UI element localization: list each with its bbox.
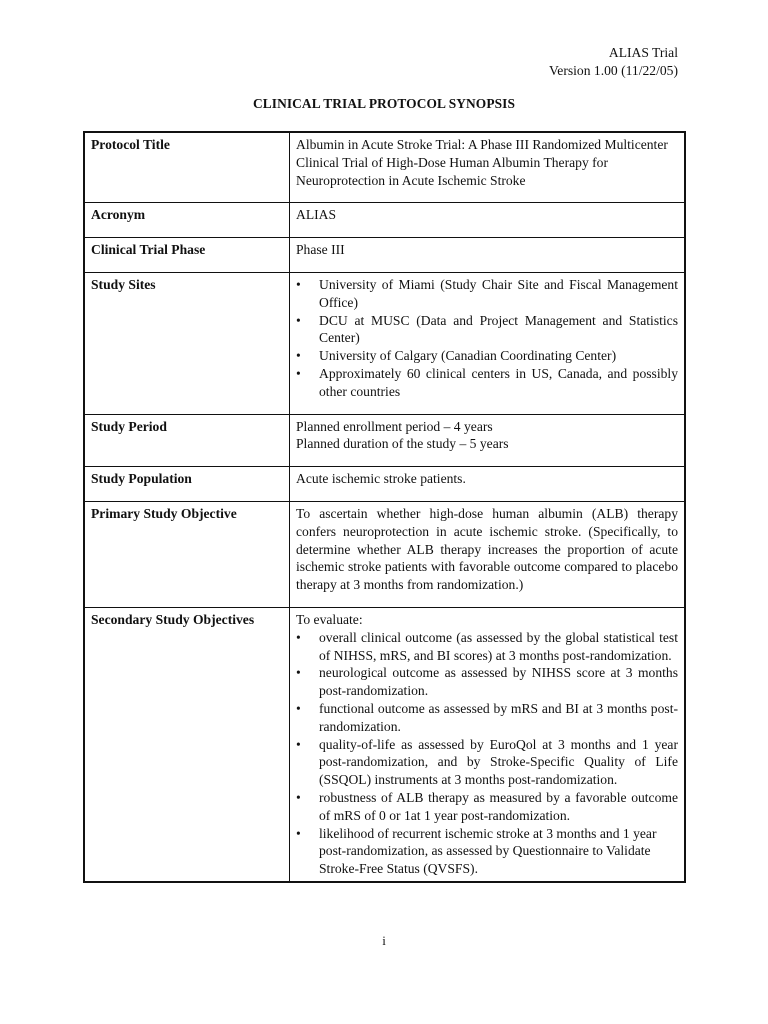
- list-item: • University of Miami (Study Chair Site and Fiscal Management Office): [296, 276, 678, 312]
- row-primary-objective: [84, 501, 685, 607]
- acronym-label: Acronym: [84, 203, 290, 238]
- row-acronym: [84, 203, 685, 238]
- header-trial-name: ALIAS Trial: [608, 45, 678, 60]
- page-number: i: [382, 933, 386, 948]
- row-study-population: [84, 467, 685, 502]
- document-title: CLINICAL TRIAL PROTOCOL SYNOPSIS: [252, 96, 516, 111]
- header-version: Version 1.00 (11/22/05): [548, 63, 678, 78]
- primary-objective-label: Primary Study Objective: [84, 501, 290, 607]
- study-population-value: Acute ischemic stroke patients.: [290, 467, 686, 502]
- list-item: • University of Calgary (Canadian Coordinating Center): [296, 347, 678, 365]
- study-period-value: [290, 414, 686, 467]
- row-phase: [84, 238, 685, 273]
- protocol-title-value: Albumin in Acute Stroke Trial: A Phase III Randomized Multicenter Clinical Trial of High-Dose Human Albumin Therapy for Neuroprotection in Acute Ischemic Stroke: [290, 132, 686, 203]
- study-sites-value: [290, 272, 686, 414]
- row-protocol-title: [84, 132, 685, 203]
- list-item: • neurological outcome as assessed by NIHSS score at 3 months post-randomization.: [296, 664, 678, 700]
- row-study-period: [84, 414, 685, 467]
- study-population-label: Study Population: [84, 467, 290, 502]
- list-item: • functional outcome as assessed by mRS and BI at 3 months post-randomization.: [296, 700, 678, 736]
- phase-value: Phase III: [290, 238, 686, 273]
- secondary-objectives-list: [296, 629, 678, 878]
- secondary-objectives-label: Secondary Study Objectives: [84, 607, 290, 881]
- synopsis-table: [83, 131, 686, 883]
- row-secondary-objectives: [84, 607, 685, 881]
- list-item: • DCU at MUSC (Data and Project Management and Statistics Center): [296, 312, 678, 348]
- study-duration: Planned duration of the study – 5 years: [296, 436, 509, 452]
- list-item: • quality-of-life as assessed by EuroQol at 3 months and 1 year post-randomization, and by Stroke-Specific Quality of Life (SSQOL) instruments at 3 months post-randomization.: [296, 736, 678, 789]
- phase-label: Clinical Trial Phase: [84, 238, 290, 273]
- list-item: • likelihood of recurrent ischemic stroke at 3 months and 1 year post-randomization, as assessed by Questionnaire to Validate Stroke-Free Status (QVSFS).: [296, 825, 678, 878]
- study-sites-list: [296, 276, 678, 401]
- list-item: • Approximately 60 clinical centers in US, Canada, and possibly other countries: [296, 365, 678, 401]
- study-sites-label: Study Sites: [84, 272, 290, 414]
- enrollment-period: Planned enrollment period – 4 years: [296, 418, 493, 434]
- row-study-sites: [84, 272, 685, 414]
- study-period-label: Study Period: [84, 414, 290, 467]
- list-item: • overall clinical outcome (as assessed by the global statistical test of NIHSS, mRS, and BI scores) at 3 months post-randomization.: [296, 629, 678, 665]
- protocol-title-label: Protocol Title: [84, 132, 290, 203]
- primary-objective-value: To ascertain whether high-dose human albumin (ALB) therapy confers neuroprotection in acute ischemic stroke. (Specifically, to determine whether ALB therapy increases the proportion of acute ischemic stroke patients with favorable outcome compared to placebo therapy at 3 months from randomization.): [290, 501, 686, 607]
- list-item: • robustness of ALB therapy as measured by a favorable outcome of mRS of 0 or 1at 1 year post-randomization.: [296, 789, 678, 825]
- secondary-objectives-value: [290, 607, 686, 881]
- secondary-objectives-intro: To evaluate:: [296, 611, 363, 627]
- acronym-value: ALIAS: [290, 203, 686, 238]
